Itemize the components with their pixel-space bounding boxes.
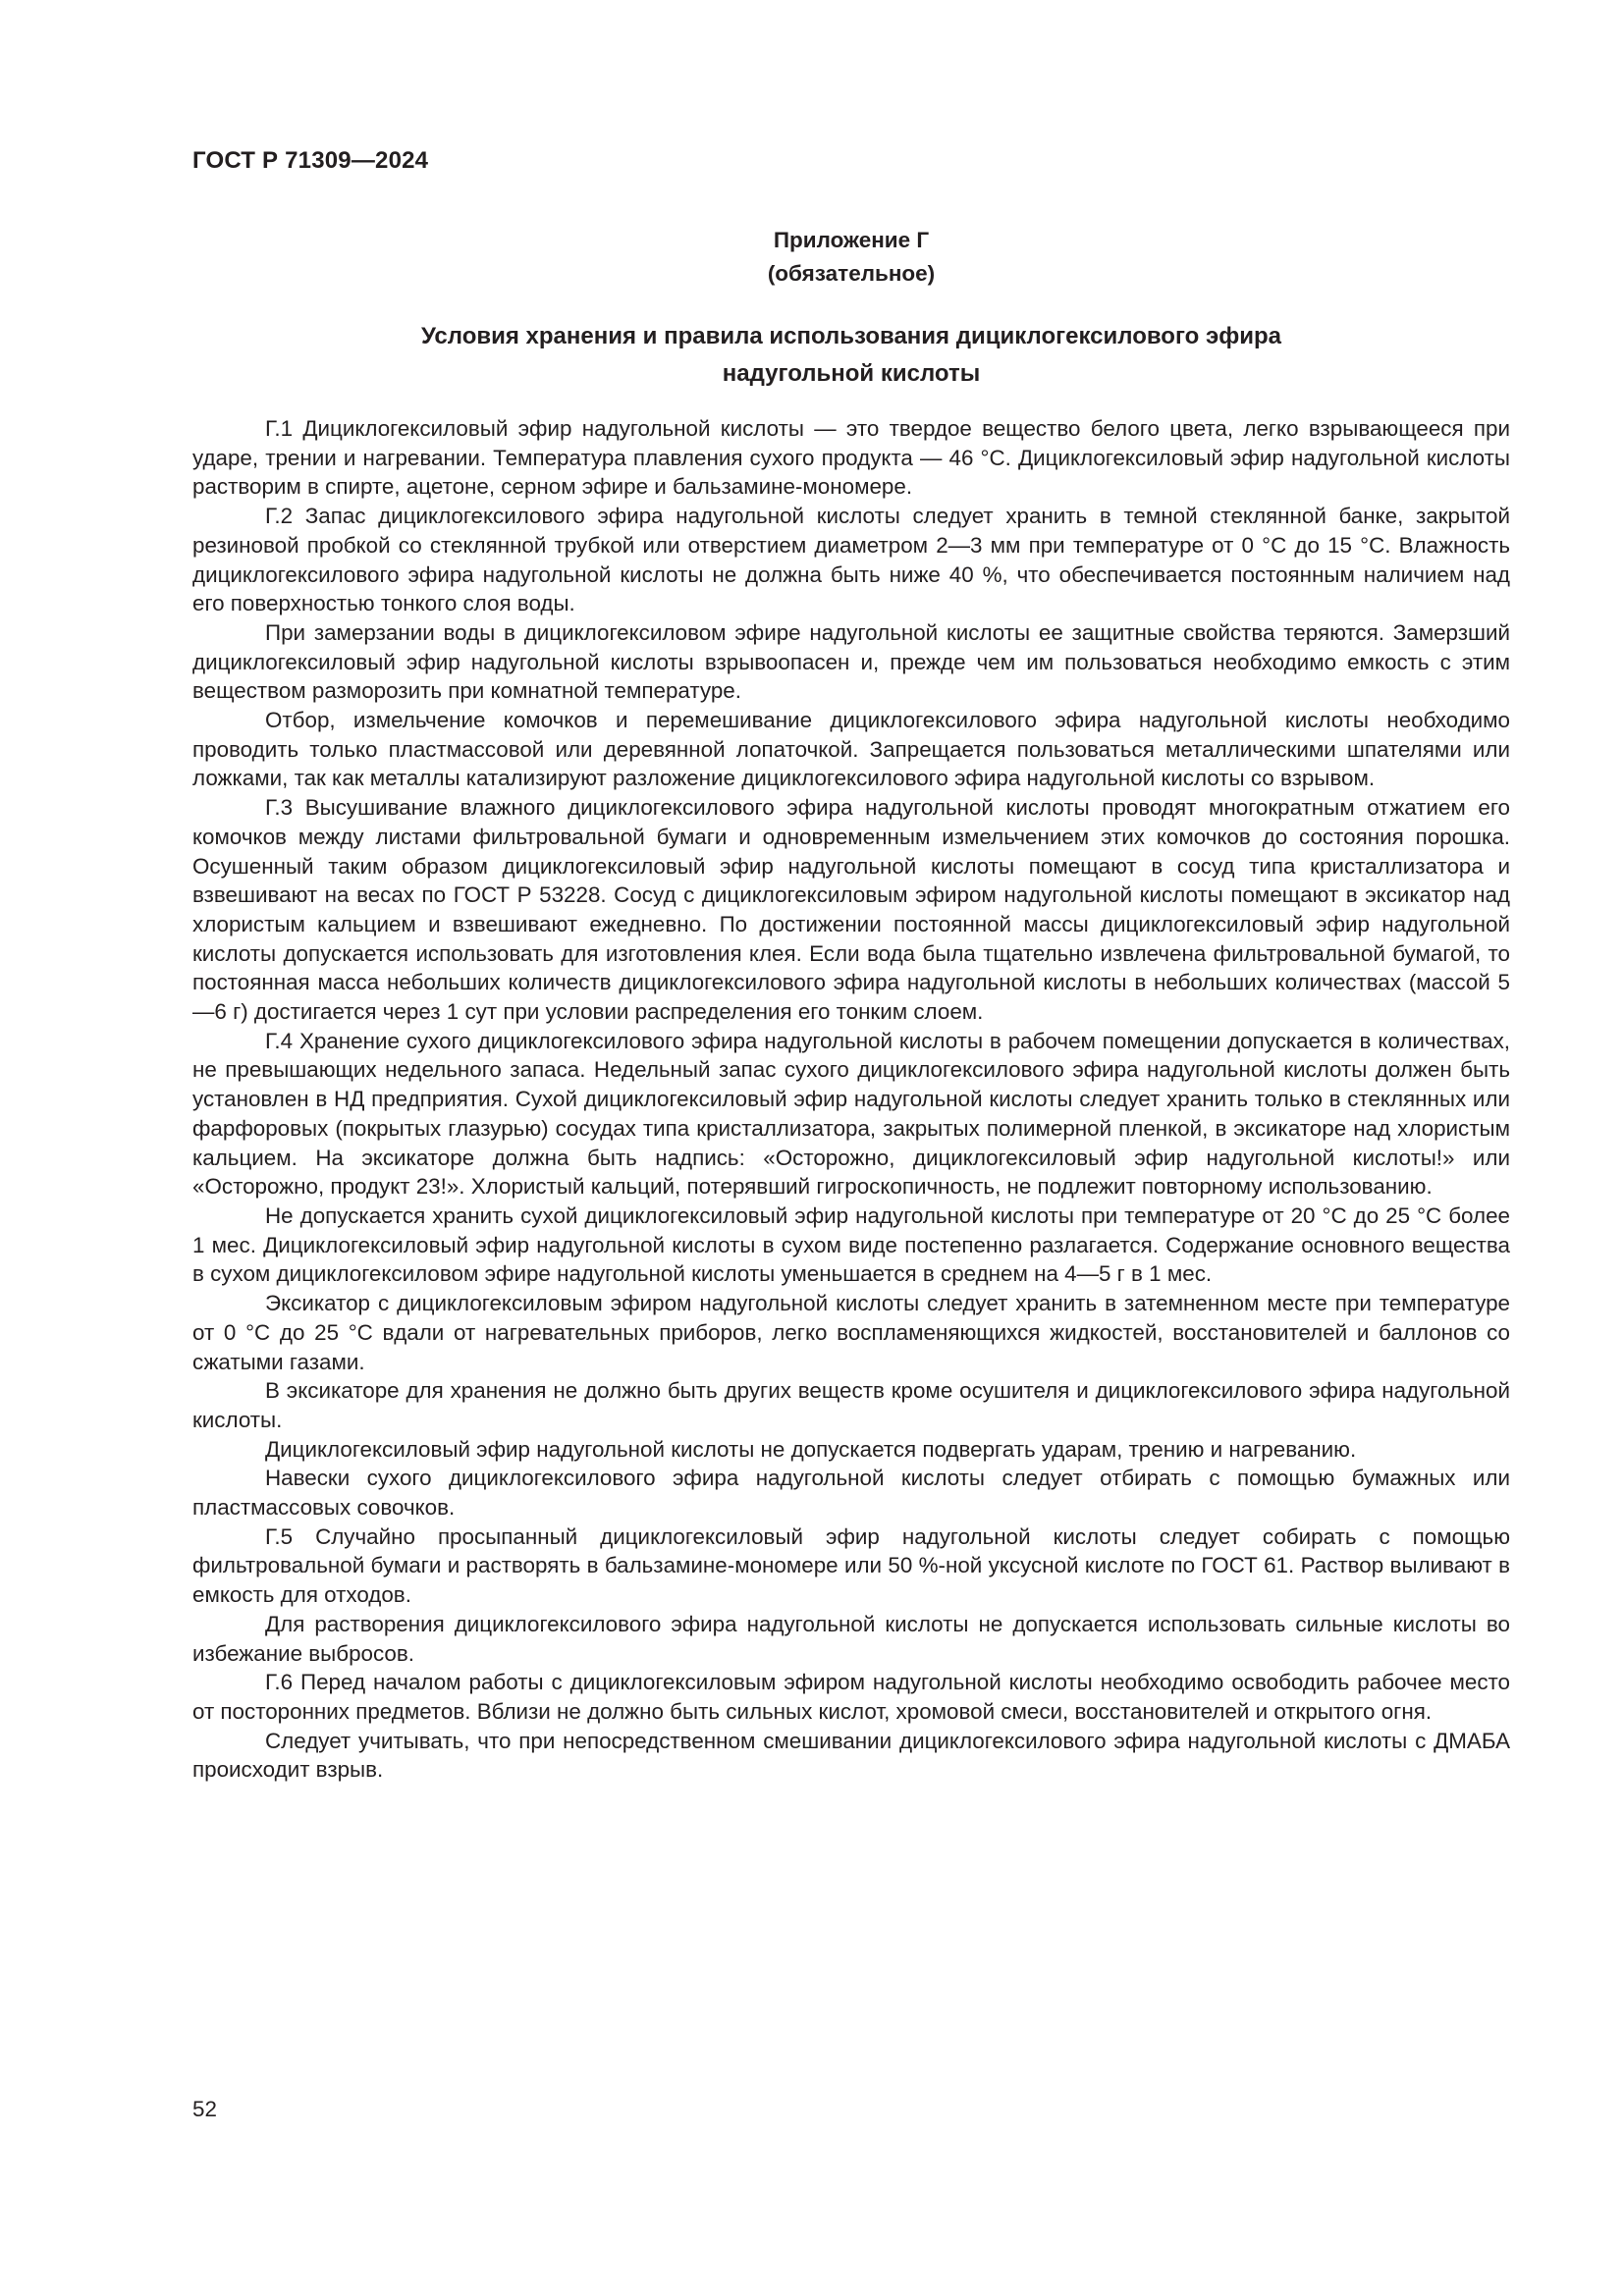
section-title-line-2: надугольной кислоты (722, 360, 981, 387)
page-number: 52 (192, 2097, 217, 2121)
appendix-label: Приложение Г (773, 228, 930, 252)
paragraph-g1: Г.1 Дициклогексиловый эфир надугольной кислоты — это твердое вещество белого цвета, легко взрывающееся при ударе, трении и нагревании. Температура плавления сухого продукта — 46 °С. Дициклогексиловый эфир надугольной кислоты растворим в спирте, ацетоне, серном эфире и бальзамине-мономере. (192, 416, 1510, 500)
paragraph-g3: Г.3 Высушивание влажного дициклогексилового эфира надугольной кислоты проводят многократным отжатием его комочков между листами фильтровальной бумаги и одновременным измельчением этих комочков до состояния порошка. Осушенный таким образом дициклогексиловый эфир надугольной кислоты помещают в сосуд типа кристаллизатора и взвешивают на весах по ГОСТ Р 53228. Сосуд с дициклогексиловым эфиром надугольной кислоты помещают в эксикатор над хлористым кальцием и взвешивают ежедневно. По достижении постоянной массы дициклогексиловый эфир надугольной кислоты допускается использовать для изготовления клея. Если вода была тщательно извлечена фильтровальной бумагой, то постоянная масса небольших количеств дициклогексилового эфира надугольной кислоты в небольших количествах (массой 5—6 г) достигается через 1 сут при условии распределения его тонким слоем. (192, 795, 1510, 1025)
paragraph-g2: Г.2 Запас дициклогексилового эфира надугольной кислоты следует хранить в темной стеклянной банке, закрытой резиновой пробкой со стеклянной трубкой или отверстием диаметром 2—3 мм при температуре от 0 °С до 15 °С. Влажность дициклогексилового эфира надугольной кислоты не должна быть ниже 40 %, что обеспечивается постоянным наличием над его поверхностью тонкого слоя воды. (192, 504, 1510, 616)
paragraph: В эксикаторе для хранения не должно быть других веществ кроме осушителя и дициклогексилового эфира надугольной кислоты. (192, 1378, 1510, 1432)
appendix-heading (192, 224, 1510, 291)
section-title-line-1: Условия хранения и правила использования дициклогексилового эфира (421, 323, 1281, 349)
appendix-status: (обязательное) (767, 261, 936, 286)
paragraph: Не допускается хранить сухой дициклогексиловый эфир надугольной кислоты при температуре от 20 °С до 25 °С более 1 мес. Дициклогексиловый эфир надугольной кислоты в сухом виде постепенно разлагается. Содержание основного вещества в сухом дициклогексиловом эфире надугольной кислоты уменьшается в среднем на 4—5 г в 1 мес. (192, 1202, 1510, 1287)
paragraph: При замерзании воды в дициклогексиловом эфире надугольной кислоты ее защитные свойства теряются. Замерзший дициклогексиловый эфир надугольной кислоты взрывоопасен и, прежде чем им пользоваться необходимо емкость с этим веществом разморозить при комнатной температуре. (192, 619, 1510, 704)
paragraph-g4: Г.4 Хранение сухого дициклогексилового эфира надугольной кислоты в рабочем помещении допускается в количествах, не превышающих недельного запаса. Недельный запас сухого дициклогексилового эфира надугольной кислоты должен быть установлен в НД предприятия. Сухой дициклогексиловый эфир надугольной кислоты следует хранить только в стеклянных или фарфоровых (покрытых глазурью) сосудах типа кристаллизатора, закрытых полимерной пленкой, в эксикаторе над хлористым кальцием. На эксикаторе должна быть надпись: «Осторожно, дициклогексиловый эфир надугольной кислоты!» или «Осторожно, продукт 23!». Хлористый кальций, потерявший гигроскопичность, не подлежит повторному использованию. (192, 1028, 1510, 1200)
paragraph-g6: Г.6 Перед началом работы с дициклогексиловым эфиром надугольной кислоты необходимо освободить рабочее место от посторонних предметов. Вблизи не должно быть сильных кислот, хромовой смеси, восстановителей и открытого огня. (192, 1670, 1510, 1724)
paragraph: Эксикатор с дициклогексиловым эфиром надугольной кислоты следует хранить в затемненном месте при температуре от 0 °С до 25 °С вдали от нагревательных приборов, легко воспламеняющихся жидкостей, восстановителей и баллонов со сжатыми газами. (192, 1291, 1510, 1374)
paragraph: Для растворения дициклогексилового эфира надугольной кислоты не допускается использовать сильные кислоты во избежание выбросов. (192, 1611, 1510, 1666)
paragraph: Следует учитывать, что при непосредственном смешивании дициклогексилового эфира надугольной кислоты с ДМАБА происходит взрыв. (192, 1728, 1510, 1783)
paragraph: Навески сухого дициклогексилового эфира надугольной кислоты следует отбирать с помощью бумажных или пластмассовых совочков. (192, 1466, 1510, 1521)
paragraph: Дициклогексиловый эфир надугольной кислоты не допускается подвергать ударам, трению и нагреванию. (265, 1436, 1357, 1462)
body-text (192, 414, 1510, 1785)
paragraph: Отбор, измельчение комочков и перемешивание дициклогексилового эфира надугольной кислоты необходимо проводить только пластмассовой или деревянной лопаточкой. Запрещается пользоваться металлическими шпателями или ложками, так как металлы катализируют разложение дициклогексилового эфира надугольной кислоты со взрывом. (192, 708, 1510, 791)
document-header: ГОСТ Р 71309—2024 (192, 147, 429, 174)
paragraph-g5: Г.5 Случайно просыпанный дициклогексиловый эфир надугольной кислоты следует собирать с помощью фильтровальной бумаги и растворять в бальзамине-мономере или 50 %-ной уксусной кислоте по ГОСТ 61. Раствор выливают в емкость для отходов. (192, 1523, 1510, 1608)
section-title (192, 318, 1510, 393)
